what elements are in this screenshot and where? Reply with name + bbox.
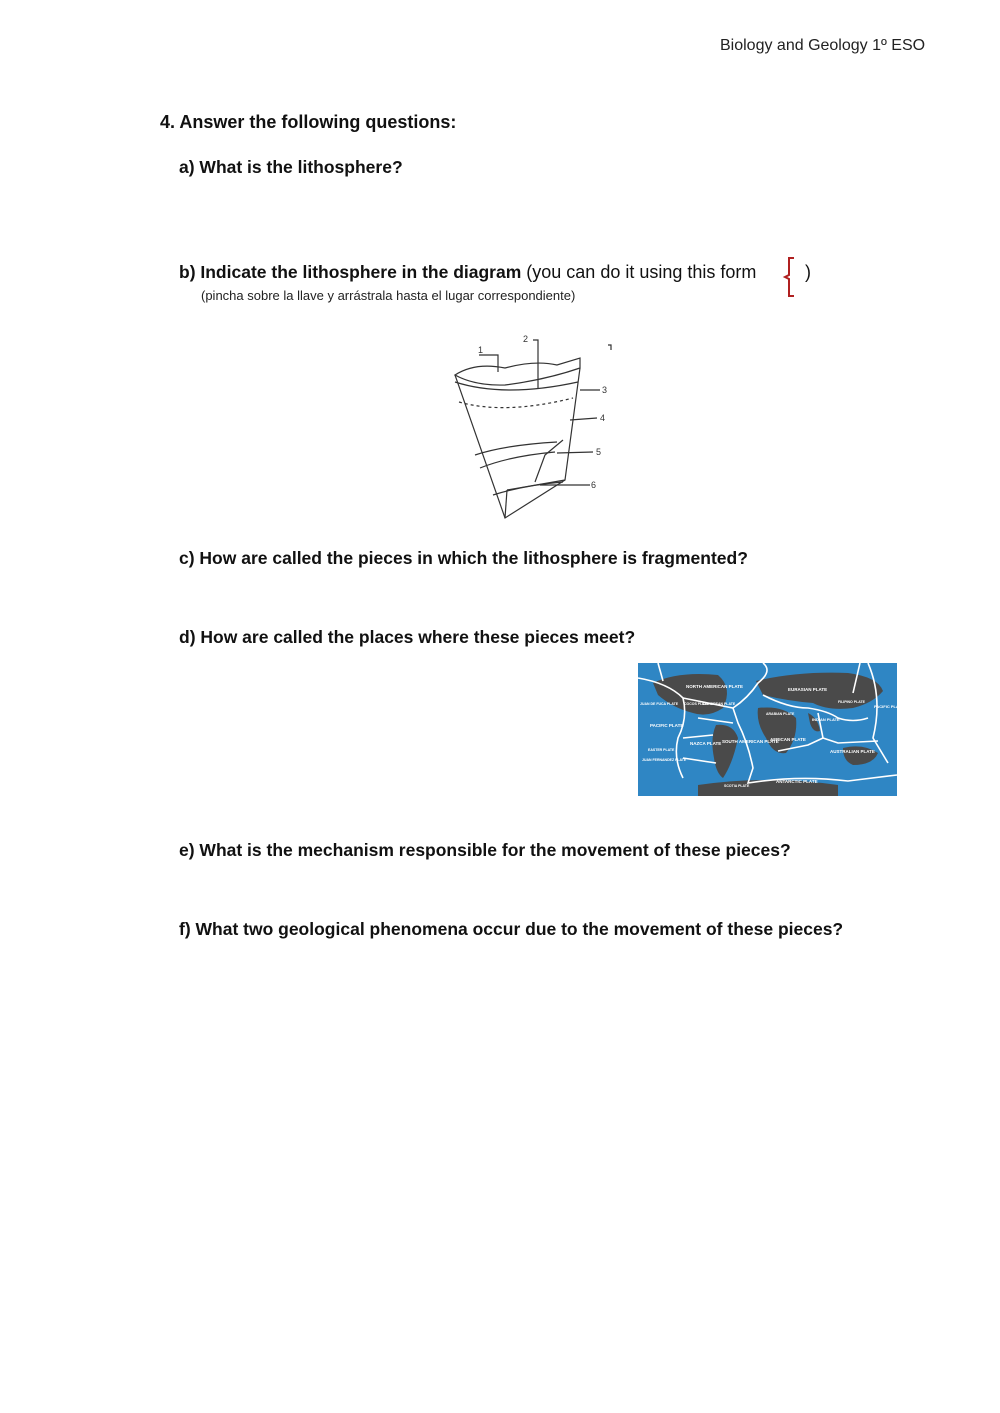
question-b	[179, 262, 756, 283]
plate-scotia: SCOTIA PLATE	[724, 784, 750, 788]
question-a: a) What is the lithosphere?	[179, 157, 403, 177]
diagram-label-1: 1	[478, 345, 484, 355]
plate-south-american: SOUTH AMERICAN PLATE	[722, 739, 779, 744]
question-f: f) What two geological phenomena occur due to the movement of these pieces?	[179, 919, 844, 939]
draggable-brace[interactable]	[782, 256, 798, 298]
exercise-title: 4. Answer the following questions:	[160, 112, 457, 132]
plate-caribbean: CARIBBEAN PLATE	[702, 702, 736, 706]
plate-indian: INDIAN PLATE	[812, 717, 840, 722]
plate-juan-de-fuca: JUAN DE FUCA PLATE	[640, 702, 679, 706]
diagram-label-2: 2	[523, 334, 529, 344]
question-e: e) What is the mechanism responsible for the movement of these pieces?	[179, 840, 791, 860]
plate-arabian: ARABIAN PLATE	[766, 712, 795, 716]
question-b-close: )	[805, 262, 811, 282]
course-header: Biology and Geology 1º ESO	[720, 37, 926, 54]
plate-cocos: COCOS PLATE	[684, 702, 710, 706]
plate-juan-fernandez: JUAN FERNANDEZ PLATE	[642, 758, 687, 762]
plate-african: AFRICAN PLATE	[770, 737, 806, 742]
diagram-label-5: 5	[596, 447, 602, 457]
diagram-label-6: 6	[591, 480, 597, 490]
plate-australian: AUSTRALIAN PLATE	[830, 749, 875, 754]
question-d: d) How are called the places where these pieces meet?	[179, 627, 636, 647]
tectonic-plates-map	[638, 663, 904, 796]
plate-eurasian: EURASIAN PLATE	[788, 687, 828, 692]
earth-wedge-image	[445, 330, 620, 525]
plate-filipino: FILIPINO PLATE	[838, 700, 865, 704]
question-b-rest: (you can do it using this form	[521, 262, 757, 282]
world-map-image	[638, 663, 904, 796]
plate-easter: EASTER PLATE	[648, 748, 675, 752]
plate-antarctic: ANTARCTIC PLATE	[776, 779, 818, 784]
diagram-label-4: 4	[600, 413, 606, 423]
plate-north-american: NORTH AMERICAN PLATE	[686, 684, 743, 689]
plate-pacific-east: PACIFIC PLATE	[874, 704, 904, 709]
plate-nazca: NAZCA PLATE	[690, 741, 722, 746]
question-b-bold: b) Indicate the lithosphere in the diagram	[179, 262, 522, 282]
diagram-label-3: 3	[602, 385, 608, 395]
earth-layers-diagram	[445, 330, 620, 525]
plate-pacific-west: PACIFIC PLATE	[650, 723, 684, 728]
question-c: c) How are called the pieces in which the lithosphere is fragmented?	[179, 548, 748, 568]
brace-icon	[782, 256, 798, 298]
question-b-note: (pincha sobre la llave y arrástrala hasta el lugar correspondiente)	[201, 288, 576, 303]
